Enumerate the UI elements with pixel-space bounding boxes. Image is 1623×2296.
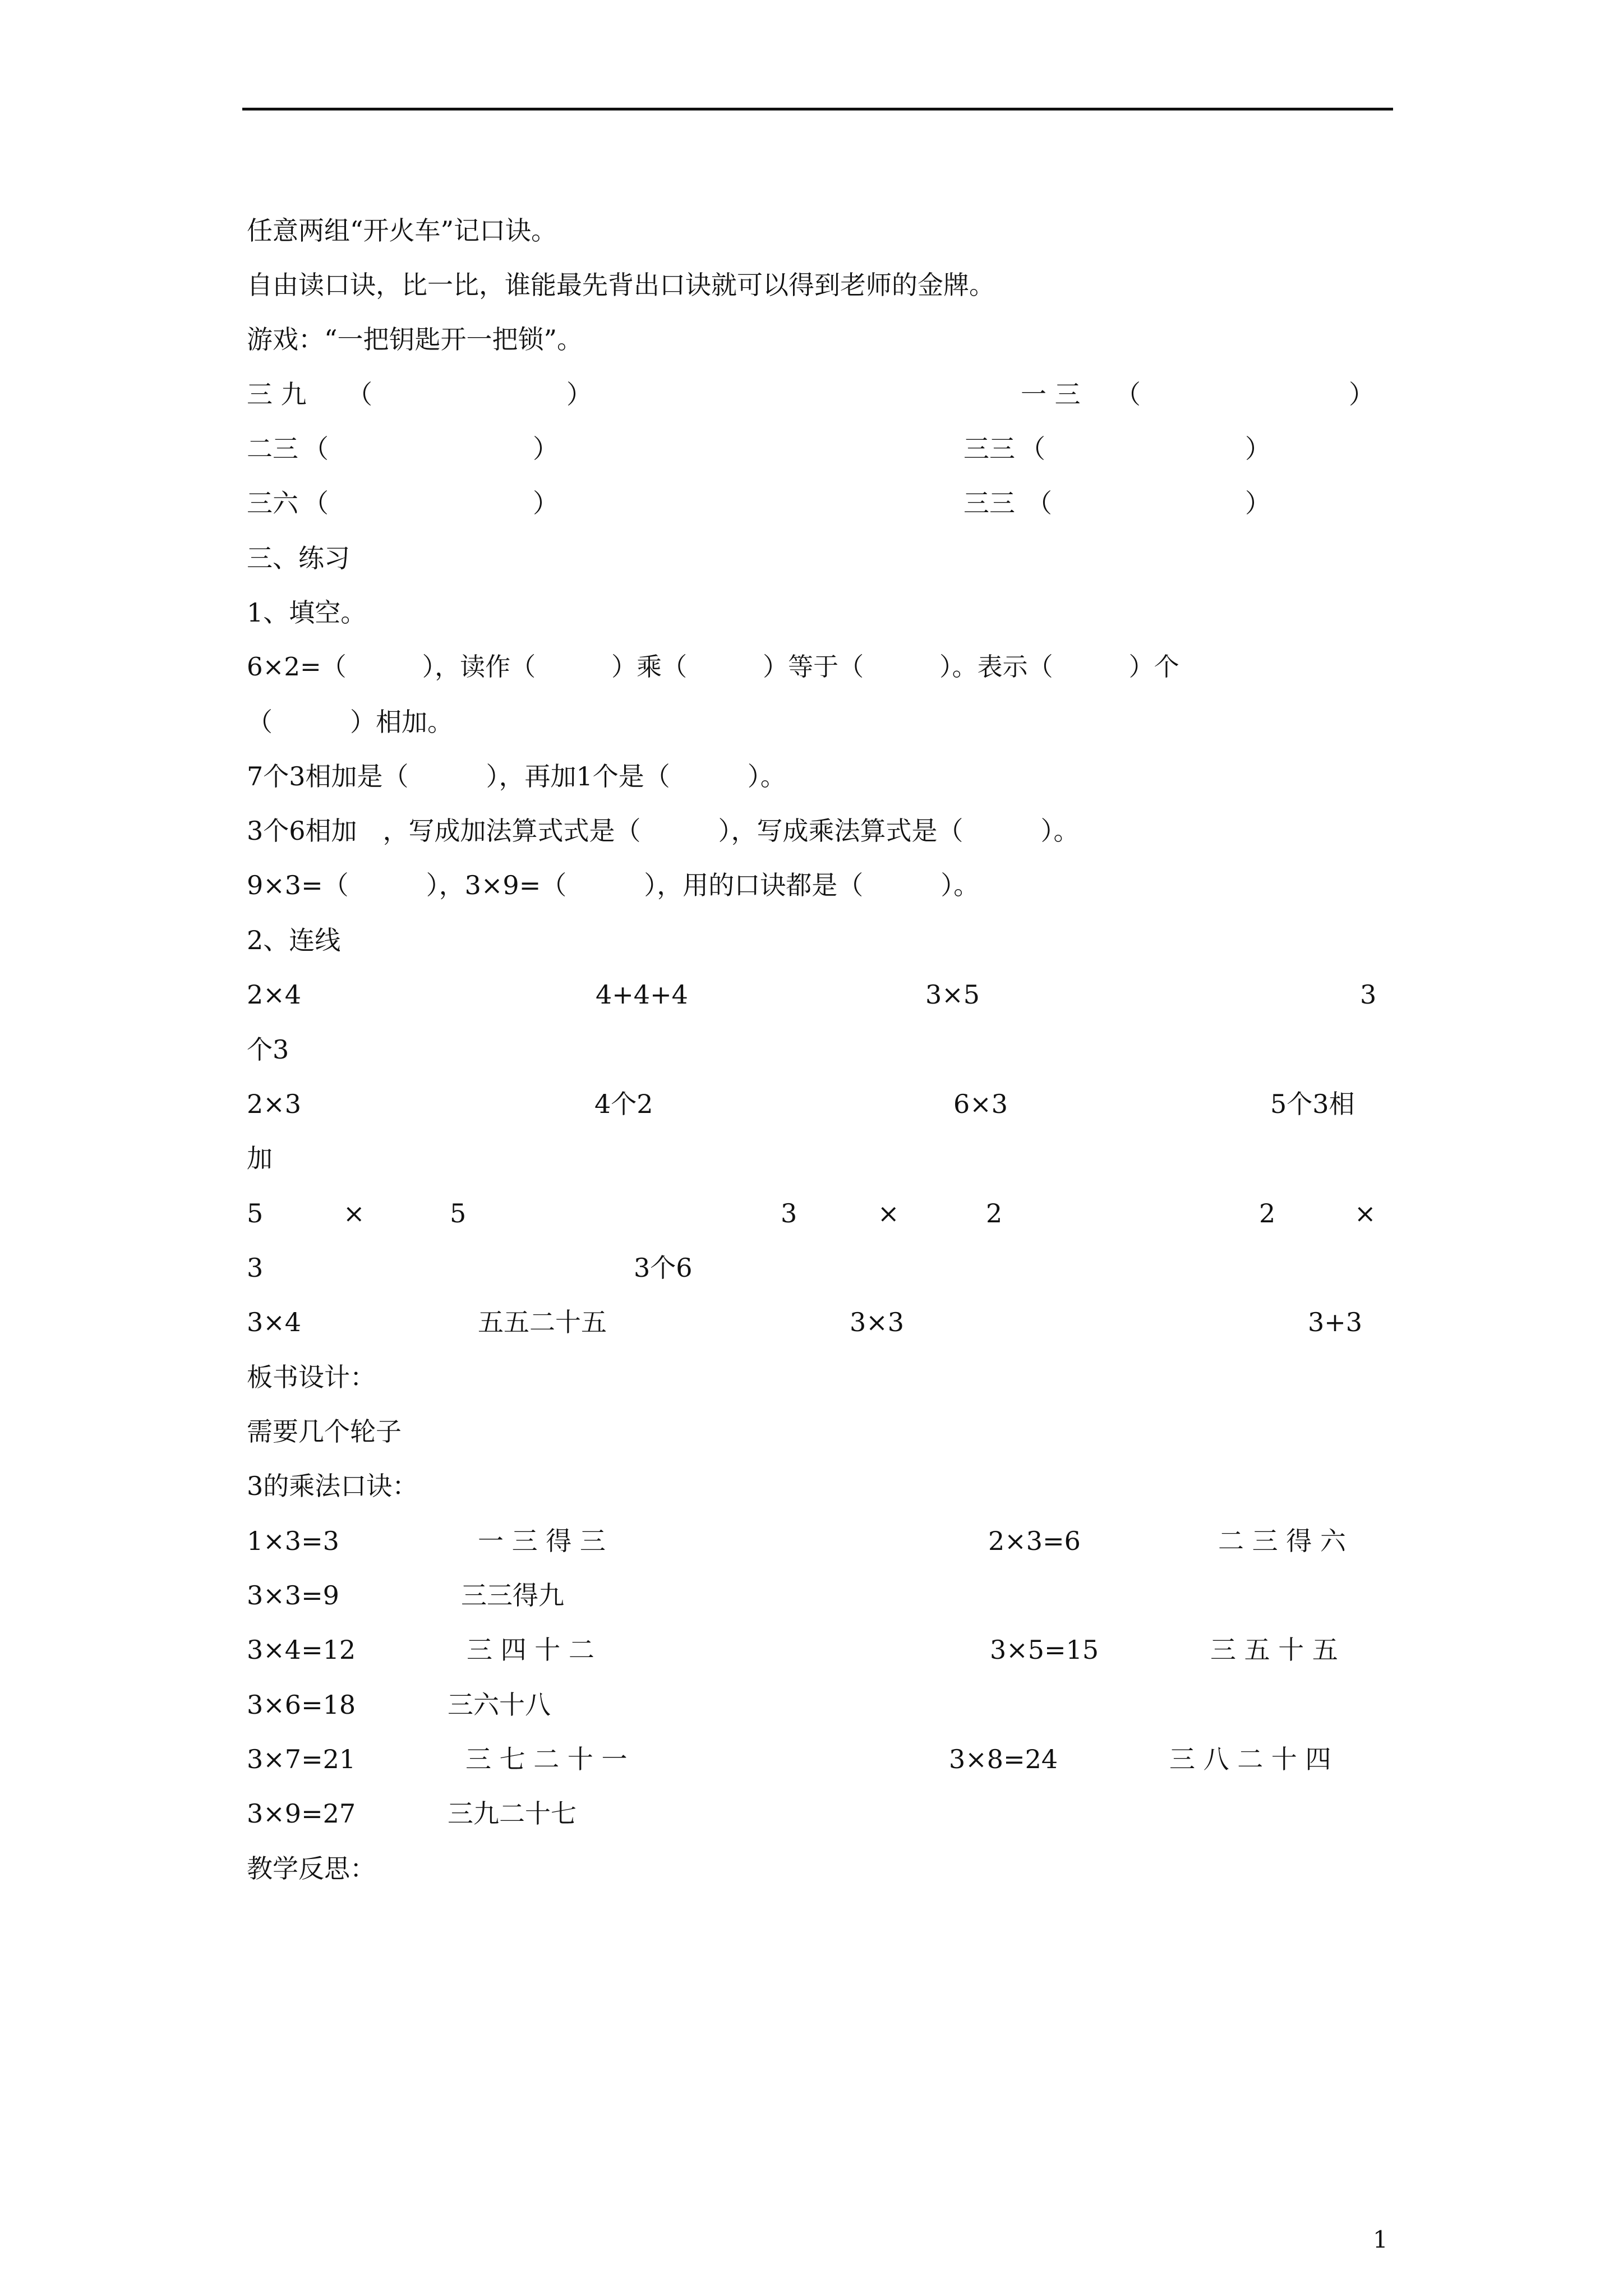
fill-heading: 1、填空。 [247, 597, 367, 628]
fill-question-3: 3个6相加 ，写成加法算式式是（ ），写成乘法算式是（ ）。 [247, 816, 1080, 846]
close-paren: ） [533, 488, 559, 518]
rhyme: 三九二十七 [448, 1798, 577, 1829]
fill-question-1b: （ ）相加。 [247, 707, 453, 737]
match-item: 3个6 [634, 1253, 693, 1283]
fill-question-1a: 6×2=（ ），读作（ ）乘（ ）等于（ ）。表示（ ）个 [247, 652, 1179, 682]
equation: 1×3=3 [247, 1526, 339, 1556]
match-item: × [1354, 1198, 1376, 1228]
rhyme: 一 三 得 三 [478, 1526, 606, 1556]
match-item: × [878, 1198, 900, 1228]
rhyme: 三 八 二 十 四 [1169, 1744, 1331, 1774]
equation: 3×8=24 [949, 1744, 1058, 1774]
match-item: 2×3 [247, 1089, 302, 1119]
match-item: 3×4 [247, 1307, 302, 1337]
match-item: 5个3相 [1270, 1089, 1355, 1119]
match-item: 3+3 [1308, 1307, 1363, 1337]
equation: 3×6=18 [247, 1690, 356, 1720]
open-paren: （ [303, 434, 329, 464]
rhyme: 二 三 得 六 [1218, 1526, 1346, 1556]
match-item: 3×5 [925, 979, 980, 1010]
practice-heading: 三、练习 [247, 543, 350, 573]
equation: 3×3=9 [247, 1580, 339, 1611]
equation: 3×5=15 [990, 1635, 1099, 1665]
close-paren: ） [533, 434, 559, 464]
game-key-right: 三三 [963, 488, 1015, 518]
match-item: 2 [1259, 1198, 1276, 1228]
board-heading: 板书设计： [247, 1362, 376, 1392]
intro-line-1: 任意两组“开火车”记口诀。 [247, 215, 557, 246]
match-item: 3×3 [850, 1307, 905, 1337]
board-subtitle: 3的乘法口诀： [247, 1471, 418, 1501]
match-heading: 2、连线 [247, 925, 341, 955]
close-paren: ） [1245, 488, 1271, 518]
close-paren: ） [1245, 434, 1271, 464]
equation: 3×7=21 [247, 1744, 356, 1774]
reflection-heading: 教学反思： [247, 1853, 376, 1884]
rhyme: 三 五 十 五 [1210, 1635, 1338, 1665]
open-paren: （ [1115, 379, 1141, 409]
match-item: 五五二十五 [478, 1307, 607, 1337]
game-key-left: 三 九 [247, 379, 307, 409]
equation: 3×4=12 [247, 1635, 356, 1665]
match-item: 5 [450, 1198, 467, 1228]
equation: 2×3=6 [988, 1526, 1081, 1556]
fill-question-2: 7个3相加是（ ），再加1个是（ ）。 [247, 761, 786, 792]
open-paren: （ [303, 488, 329, 518]
game-key-left: 二三 [247, 434, 298, 464]
match-item: 2×4 [247, 979, 302, 1010]
game-key-right: 三三 [963, 434, 1015, 464]
match-item: 5 [247, 1198, 264, 1228]
match-item: 3 [247, 1253, 264, 1283]
close-paren: ） [1349, 379, 1375, 409]
rhyme: 三 七 二 十 一 [465, 1744, 628, 1774]
rhyme: 三 四 十 二 [467, 1635, 594, 1665]
rhyme: 三三得九 [461, 1580, 564, 1611]
game-key-left: 三六 [247, 488, 298, 518]
match-item-wrap: 加 [247, 1143, 273, 1174]
open-paren: （ [1026, 488, 1052, 518]
equation: 3×9=27 [247, 1798, 356, 1829]
match-item: 2 [986, 1198, 1003, 1228]
page-number: 1 [1373, 2226, 1388, 2253]
board-title: 需要几个轮子 [247, 1416, 402, 1447]
match-item: 4+4+4 [596, 979, 688, 1010]
match-item: 6×3 [953, 1089, 1008, 1119]
open-paren: （ [1020, 434, 1045, 464]
rhyme: 三六十八 [448, 1690, 551, 1720]
match-item-wrap: 个3 [247, 1034, 289, 1065]
match-item: 3 [1360, 979, 1377, 1010]
intro-line-2: 自由读口诀，比一比，谁能最先背出口诀就可以得到老师的金牌。 [247, 270, 995, 300]
game-key-right: 一 三 [1021, 379, 1081, 409]
intro-line-3: 游戏：“一把钥匙开一把锁”。 [247, 324, 583, 355]
close-paren: ） [566, 379, 592, 409]
fill-question-4: 9×3=（ ），3×9=（ ），用的口诀都是（ ）。 [247, 870, 980, 900]
open-paren: （ [347, 379, 372, 409]
match-item: 3 [781, 1198, 797, 1228]
match-item: 4个2 [594, 1089, 653, 1119]
match-item: × [343, 1198, 365, 1228]
header-rule [242, 108, 1393, 111]
